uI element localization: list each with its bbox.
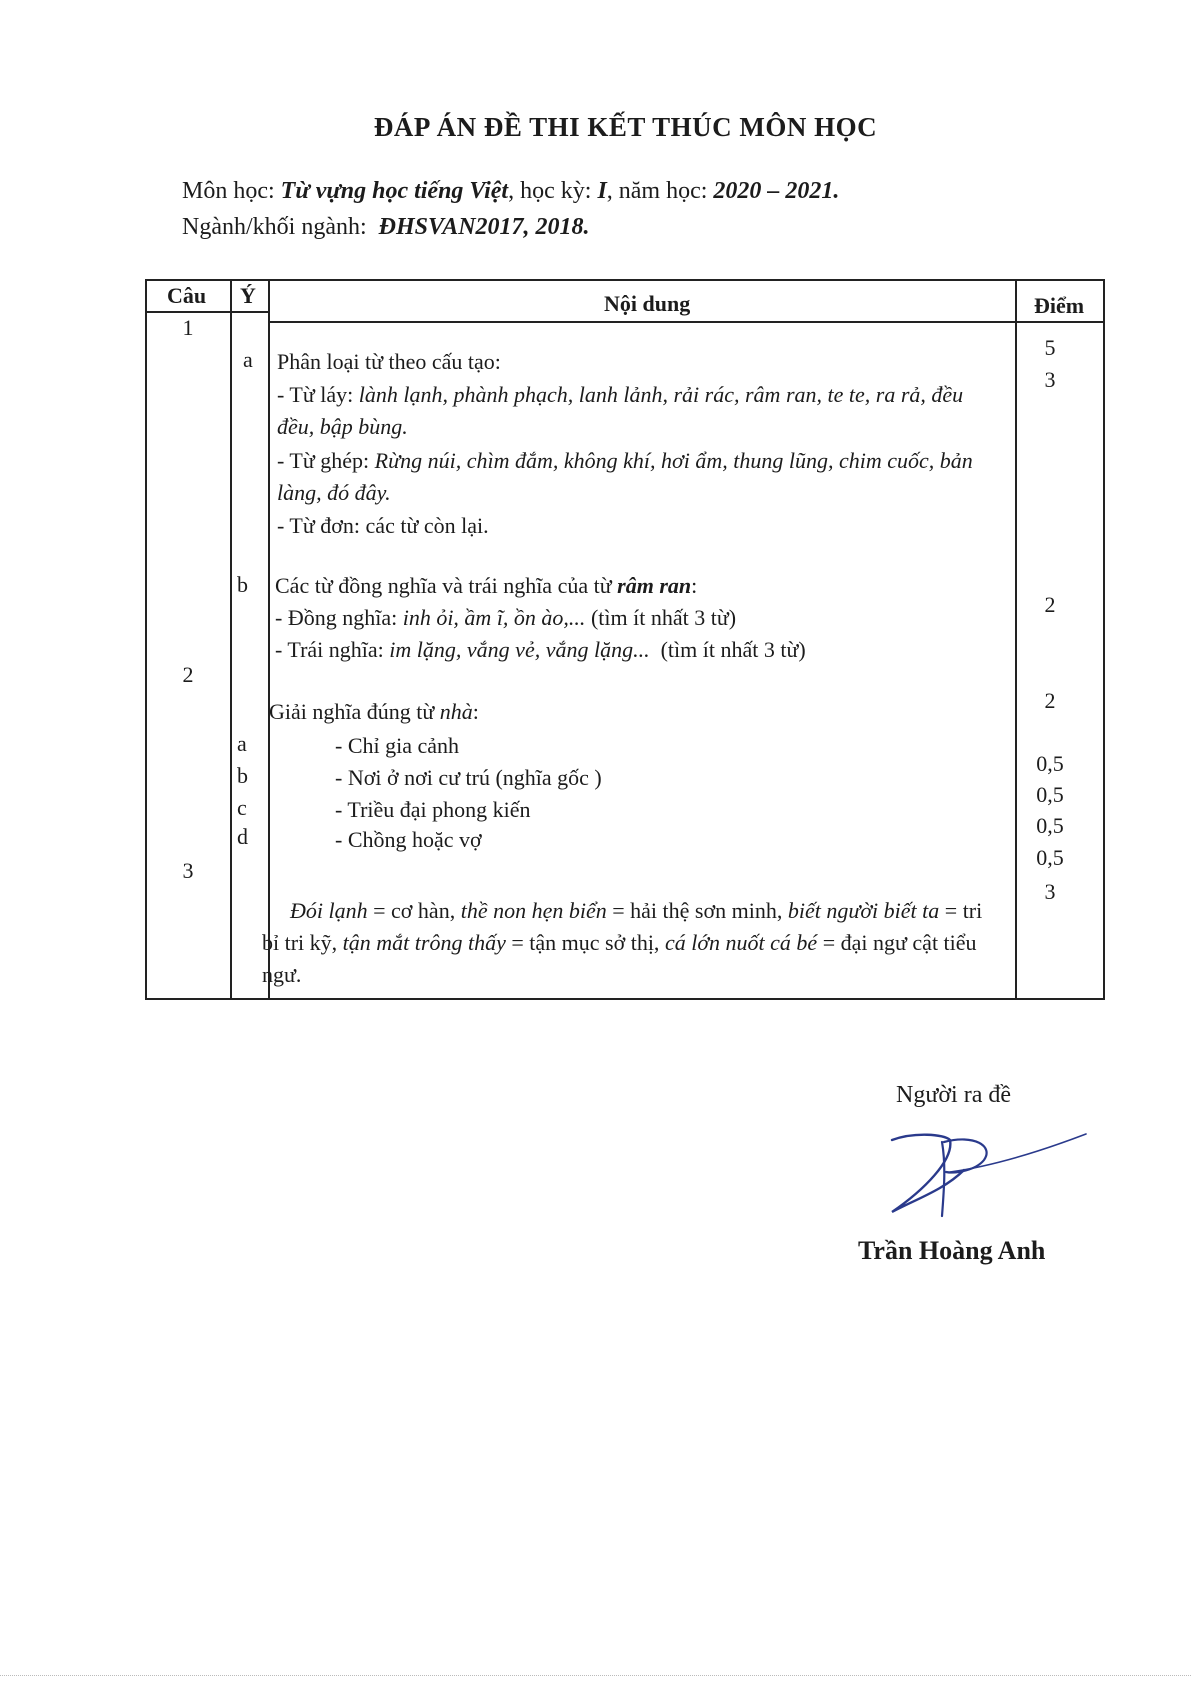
q1b-intro-word: râm ran [617, 573, 692, 598]
q3-score: 3 [1044, 879, 1056, 904]
q2b-label: b [237, 763, 248, 788]
q2-number: 2 [182, 662, 194, 687]
q1b-intro [275, 573, 697, 599]
signature-role: Người ra đề [896, 1082, 1011, 1108]
q1b-intro-prefix: Các từ đồng nghĩa và trái nghĩa của từ [275, 573, 612, 598]
q1a-tu-don: - Từ đơn: các từ còn lại. [277, 513, 489, 538]
year-label: , năm học: [606, 178, 708, 204]
q1b-trai-nghia [275, 637, 806, 663]
year-value: 2020 – 2021. [713, 178, 840, 204]
q3-phrase-4: tận mắt trông thấy [342, 930, 506, 955]
q3-answer [262, 895, 1004, 991]
q1a-tu-lay [277, 379, 1005, 443]
q3-phrase-5: cá lớn nuốt cá bé [664, 930, 818, 955]
column-divider-diem [1015, 279, 1017, 1000]
subject-value: Từ vựng học tiếng Việt [280, 178, 509, 204]
table-top-border [145, 279, 1105, 281]
table-left-border [145, 279, 147, 1000]
q3-phrase-2: thề non hẹn biển [460, 898, 607, 923]
document-title: ĐÁP ÁN ĐỀ THI KẾT THÚC MÔN HỌC [373, 112, 878, 142]
answer-table [145, 279, 1105, 1001]
header-diem: Điểm [1034, 293, 1085, 318]
q1-score: 5 [1044, 335, 1056, 360]
q2b-text: - Nơi ở nơi cư trú (nghĩa gốc ) [335, 765, 602, 790]
table-right-border [1103, 279, 1105, 1000]
major-label: Ngành/khối ngành: [182, 214, 367, 240]
column-divider-cau [230, 279, 232, 1000]
q2d-label: d [237, 824, 248, 849]
header-separator-right [268, 321, 1105, 323]
term-label: , học kỳ: [508, 178, 592, 204]
q3-number: 3 [182, 858, 194, 883]
q2d-text: - Chồng hoặc vợ [335, 827, 482, 852]
term-value: I [597, 178, 607, 204]
q2b-score: 0,5 [1036, 782, 1064, 807]
q2d-score: 0,5 [1036, 845, 1064, 870]
major-line [182, 214, 590, 241]
q2-intro-prefix: Giải nghĩa đúng từ [269, 699, 435, 724]
q1-number: 1 [182, 315, 194, 340]
header-separator-left [145, 311, 268, 313]
header-y: Ý [240, 283, 256, 308]
q3-equiv-4: = tận mục sở thị, [505, 930, 665, 955]
q1b-dong-words: inh ỏi, ầm ĩ, ồn ào,... [402, 605, 586, 630]
handwritten-signature [884, 1130, 1094, 1220]
q2-intro-suffix: : [472, 699, 479, 724]
q1b-trai-prefix: - Trái nghĩa: [275, 637, 384, 662]
q1b-trai-words: im lặng, vắng vẻ, vắng lặng... [389, 637, 650, 662]
q1a-tu-lay-prefix: - Từ láy: [277, 382, 354, 407]
subject-line [182, 178, 839, 205]
q2-score: 2 [1044, 688, 1056, 713]
q1b-dong-prefix: - Đồng nghĩa: [275, 605, 398, 630]
q2c-text: - Triều đại phong kiến [335, 797, 531, 822]
q3-equiv-1: = cơ hàn, [367, 898, 461, 923]
q2a-text: - Chỉ gia cảnh [335, 733, 460, 758]
q1a-tu-ghep-prefix: - Từ ghép: [277, 448, 370, 473]
q2c-score: 0,5 [1036, 813, 1064, 838]
q2a-label: a [237, 731, 247, 756]
header-noi-dung: Nội dung [604, 291, 691, 316]
q1a-intro: Phân loại từ theo cấu tạo: [277, 349, 501, 374]
q3-equiv-3: = tri bỉ tri kỹ, [262, 898, 983, 955]
table-bottom-border [145, 998, 1105, 1000]
q1a-label: a [243, 347, 253, 372]
page-bottom-rule [0, 1675, 1191, 1676]
q3-phrase-3: biết người biết ta [787, 898, 940, 923]
q2a-score: 0,5 [1036, 751, 1064, 776]
q1b-intro-suffix: : [691, 573, 698, 598]
q2-intro-word: nhà [439, 699, 473, 724]
subject-label: Môn học: [182, 178, 275, 204]
column-divider-y [268, 279, 270, 1000]
q1a-tu-ghep [277, 445, 1005, 509]
q2c-label: c [237, 795, 247, 820]
q1b-label: b [237, 572, 248, 597]
q1a-score: 3 [1044, 367, 1056, 392]
q1b-trai-note: (tìm ít nhất 3 từ) [660, 637, 806, 662]
q1a-tu-ghep-words: Rừng núi, chìm đắm, không khí, hơi ẩm, thung lũng, chim cuốc, bản làng, đó đây. [277, 448, 973, 505]
q1b-dong-note: (tìm ít nhất 3 từ) [590, 605, 737, 630]
header-cau: Câu [167, 283, 207, 308]
q2-intro [269, 699, 479, 725]
q3-equiv-5: = đại ngư cật tiểu ngư. [262, 930, 977, 987]
q3-equiv-2: = hải thệ sơn minh, [606, 898, 788, 923]
signature-name: Trần Hoàng Anh [858, 1236, 1046, 1265]
major-value: ĐHSVAN2017, 2018. [378, 214, 590, 240]
q1b-score: 2 [1044, 592, 1056, 617]
q1a-tu-lay-words: lành lạnh, phành phạch, lanh lảnh, rải rác, râm ran, te te, ra rả, đều đều, bập bùng. [277, 382, 964, 439]
q1b-dong-nghia [275, 605, 736, 631]
q3-phrase-1: Đói lạnh [290, 898, 368, 923]
